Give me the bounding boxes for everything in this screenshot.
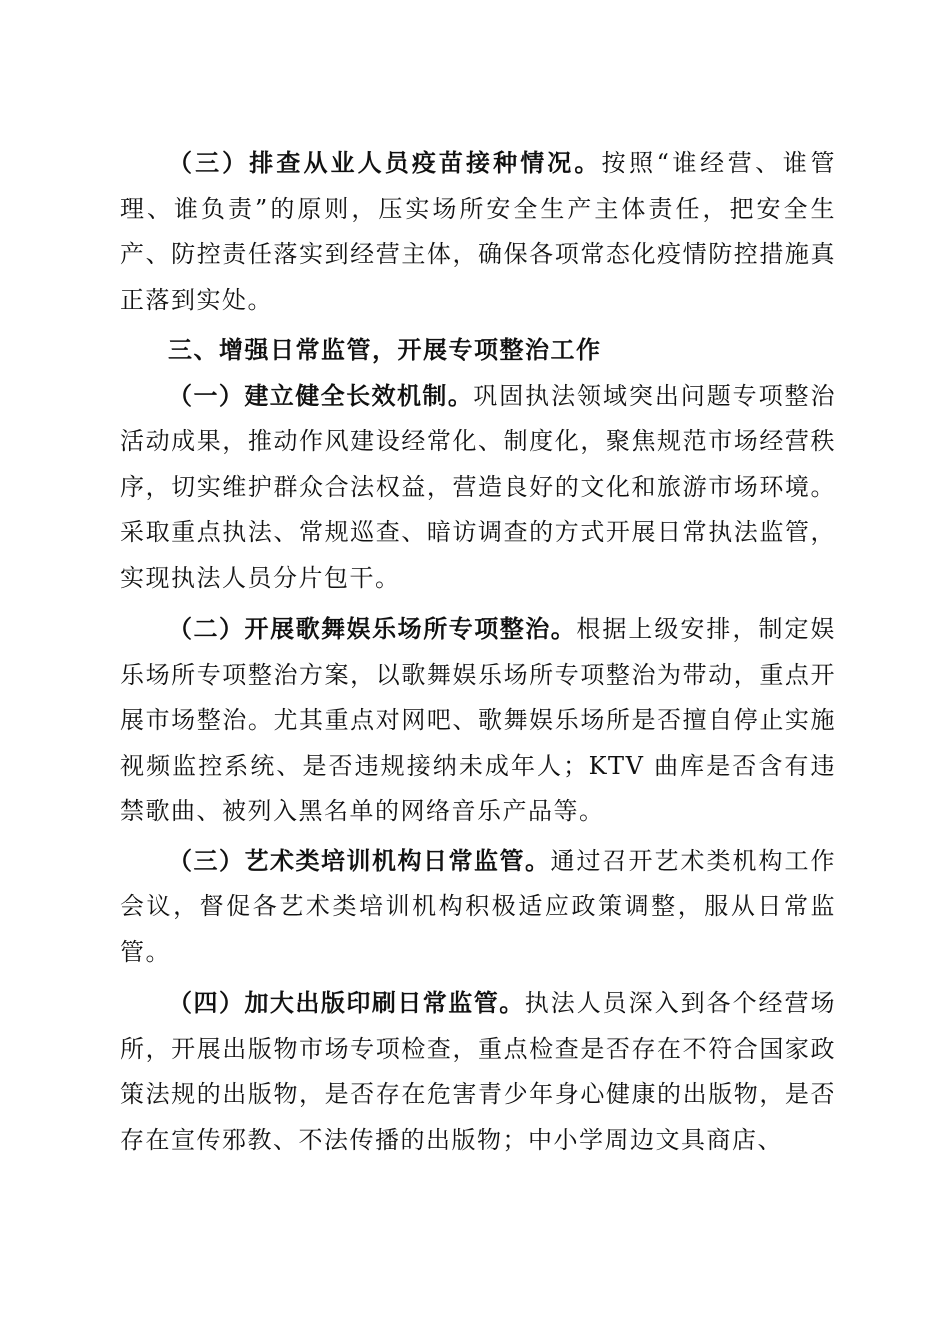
paragraph-lead: （一）建立健全长效机制。	[168, 381, 474, 410]
paragraph-entertainment-venues	[120, 607, 836, 835]
paragraph-text: 通过召开艺术类机构工作会议，督促各艺术类培训机构积极适应政策调整，服从日常监管。	[120, 846, 836, 966]
document-body	[120, 141, 836, 1163]
paragraph-text: 巩固执法领域突出问题专项整治活动成果，推动作风建设经常化、制度化，聚焦规范市场经营秩序，切实维护群众合法权益，营造良好的文化和旅游市场环境。采取重点执法、常规巡查、暗访调查的方式开展日常执法监管，实现执法人员分片包干。	[120, 381, 837, 592]
paragraph-art-training	[120, 839, 836, 976]
paragraph-lead: （二）开展歌舞娱乐场所专项整治。	[168, 615, 577, 643]
paragraph-long-term-mechanism	[120, 374, 836, 602]
paragraph-text: 按照“谁经营、谁管理、谁负责”的原则，压实场所安全生产主体责任，把安全生产、防控责任落实到经营主体，确保各项常态化疫情防控措施真正落到实处。	[120, 149, 836, 314]
paragraph-vaccination-check	[120, 141, 836, 323]
paragraph-lead: （三）排查从业人员疫苗接种情况。	[168, 149, 602, 177]
section-heading: 三、增强日常监管，开展专项整治工作	[168, 336, 602, 364]
paragraph-lead: （三）艺术类培训机构日常监管。	[168, 846, 551, 875]
paragraph-text: 执法人员深入到各个经营场所，开展出版物市场专项检查，重点检查是否存在不符合国家政策法规的出版物，是否存在危害青少年身心健康的出版物，是否存在宣传邪教、不法传播的出版物；中小学周边文具商店、	[120, 989, 837, 1154]
paragraph-lead: （四）加大出版印刷日常监管。	[168, 989, 525, 1017]
paragraph-publishing-printing	[120, 981, 836, 1163]
paragraph-text: 根据上级安排，制定娱乐场所专项整治方案，以歌舞娱乐场所专项整治为带动，重点开展市场整治。尤其重点对网吧、歌舞娱乐场所是否擅自停止实施视频监控系统、是否违规接纳未成年人；KTV 曲库是否含有违禁歌曲、被列入黑名单的网络音乐产品等。	[120, 615, 837, 825]
